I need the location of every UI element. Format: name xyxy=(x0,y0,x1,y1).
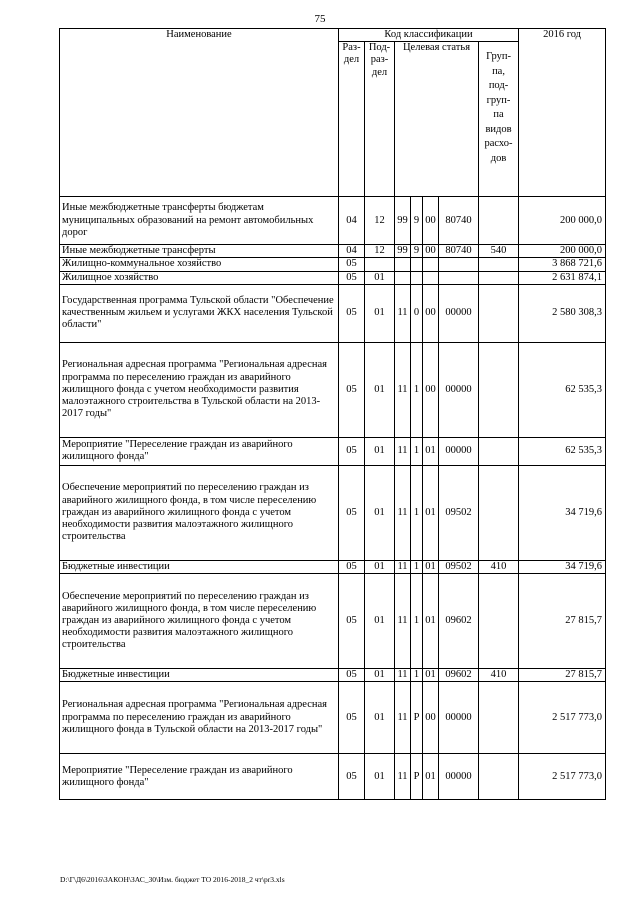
cell-razdel: 05 xyxy=(339,560,365,573)
cell-target-program: 11 xyxy=(395,682,411,754)
cell-target-subprogram: 1 xyxy=(411,574,423,669)
cell-target-direction: 00000 xyxy=(439,682,479,754)
cell-amount: 2 517 773,0 xyxy=(519,754,606,800)
cell-amount: 27 815,7 xyxy=(519,669,606,682)
cell-podrazdel: 01 xyxy=(365,342,395,437)
cell-name: Жилищное хозяйство xyxy=(60,271,339,284)
cell-podrazdel: 01 xyxy=(365,574,395,669)
cell-target-program: 11 xyxy=(395,669,411,682)
cell-amount: 200 000,0 xyxy=(519,245,606,258)
cell-podrazdel: 12 xyxy=(365,197,395,245)
table-header xyxy=(60,29,606,197)
table-row xyxy=(60,284,606,342)
cell-razdel: 05 xyxy=(339,437,365,465)
cell-amount: 62 535,3 xyxy=(519,342,606,437)
cell-target-program: 99 xyxy=(395,245,411,258)
cell-target-event: 01 xyxy=(423,560,439,573)
cell-name: Региональная адресная программа "Региональная адресная программа по переселению граждан из аварийного жилищного фонда с учетом необходимости развития малоэтажного строительства в Тульской области на 2013-2017 годы" xyxy=(60,342,339,437)
cell-target-event: 01 xyxy=(423,574,439,669)
cell-target-event: 00 xyxy=(423,284,439,342)
cell-target-program: 11 xyxy=(395,342,411,437)
cell-target-program: 11 xyxy=(395,560,411,573)
cell-razdel: 05 xyxy=(339,574,365,669)
cell-razdel: 04 xyxy=(339,197,365,245)
cell-target-direction xyxy=(439,271,479,284)
cell-razdel: 05 xyxy=(339,258,365,271)
table-row xyxy=(60,197,606,245)
cell-target-direction: 00000 xyxy=(439,754,479,800)
cell-name: Жилищно-коммунальное хозяйство xyxy=(60,258,339,271)
cell-target-subprogram: P xyxy=(411,682,423,754)
cell-amount: 27 815,7 xyxy=(519,574,606,669)
cell-expense-group xyxy=(479,437,519,465)
cell-target-subprogram xyxy=(411,271,423,284)
cell-target-program: 99 xyxy=(395,197,411,245)
cell-target-event: 00 xyxy=(423,197,439,245)
header-code-group: Код классификации xyxy=(339,29,519,42)
cell-expense-group xyxy=(479,197,519,245)
table-row xyxy=(60,574,606,669)
cell-target-direction: 00000 xyxy=(439,342,479,437)
cell-podrazdel: 01 xyxy=(365,754,395,800)
cell-expense-group xyxy=(479,342,519,437)
cell-target-direction: 80740 xyxy=(439,245,479,258)
cell-razdel: 05 xyxy=(339,271,365,284)
cell-name: Региональная адресная программа "Региональная адресная программа по переселению граждан из аварийного жилищного фонда в Тульской области на 2013-2017 годы" xyxy=(60,682,339,754)
cell-name: Обеспечение мероприятий по переселению граждан из аварийного жилищного фонда, в том числе переселению граждан из аварийного жилищного фонда с учетом необходимости развития малоэтажного жилищного строительства xyxy=(60,574,339,669)
cell-target-event: 01 xyxy=(423,754,439,800)
cell-expense-group xyxy=(479,754,519,800)
cell-podrazdel: 01 xyxy=(365,465,395,560)
table-row xyxy=(60,754,606,800)
cell-expense-group: 410 xyxy=(479,560,519,573)
cell-target-event: 00 xyxy=(423,245,439,258)
table-row xyxy=(60,682,606,754)
cell-expense-group: 540 xyxy=(479,245,519,258)
table-row xyxy=(60,560,606,573)
cell-podrazdel: 01 xyxy=(365,669,395,682)
cell-podrazdel xyxy=(365,258,395,271)
cell-target-subprogram: 1 xyxy=(411,669,423,682)
cell-target-subprogram: 9 xyxy=(411,197,423,245)
cell-target-subprogram: 1 xyxy=(411,560,423,573)
cell-expense-group xyxy=(479,465,519,560)
cell-target-event: 01 xyxy=(423,437,439,465)
cell-target-direction: 00000 xyxy=(439,284,479,342)
cell-name: Иные межбюджетные трансферты xyxy=(60,245,339,258)
cell-razdel: 05 xyxy=(339,754,365,800)
cell-amount: 2 517 773,0 xyxy=(519,682,606,754)
cell-target-direction: 09602 xyxy=(439,574,479,669)
cell-target-direction: 09502 xyxy=(439,560,479,573)
cell-target-direction: 00000 xyxy=(439,437,479,465)
cell-target-event: 00 xyxy=(423,342,439,437)
cell-amount: 34 719,6 xyxy=(519,560,606,573)
cell-podrazdel: 12 xyxy=(365,245,395,258)
cell-amount: 200 000,0 xyxy=(519,197,606,245)
cell-expense-group: 410 xyxy=(479,669,519,682)
cell-target-event: 01 xyxy=(423,465,439,560)
table-body xyxy=(60,197,606,800)
cell-podrazdel: 01 xyxy=(365,437,395,465)
header-name: Наименование xyxy=(60,29,339,197)
footer-file-path: D:\Г\Д6\2016\ЗАКОН\ЗАС_30\Изм. бюджет ТО 2016-2018_2 чт\pr3.xls xyxy=(60,875,285,884)
cell-target-subprogram: 0 xyxy=(411,284,423,342)
table-row xyxy=(60,342,606,437)
cell-target-subprogram: 1 xyxy=(411,465,423,560)
cell-expense-group xyxy=(479,271,519,284)
cell-name: Бюджетные инвестиции xyxy=(60,669,339,682)
cell-razdel: 05 xyxy=(339,284,365,342)
cell-name: Бюджетные инвестиции xyxy=(60,560,339,573)
cell-target-direction: 09502 xyxy=(439,465,479,560)
budget-table xyxy=(59,28,606,800)
cell-amount: 2 580 308,3 xyxy=(519,284,606,342)
cell-name: Государственная программа Тульской области "Обеспечение качественным жильем и услугами ЖКХ населения Тульской области" xyxy=(60,284,339,342)
page-number: 75 xyxy=(314,13,326,25)
cell-target-event xyxy=(423,271,439,284)
cell-razdel: 05 xyxy=(339,465,365,560)
cell-amount: 3 868 721,6 xyxy=(519,258,606,271)
cell-target-program xyxy=(395,258,411,271)
table-row xyxy=(60,465,606,560)
cell-name: Иные межбюджетные трансферты бюджетам муниципальных образований на ремонт автомобильных дорог xyxy=(60,197,339,245)
cell-target-event: 01 xyxy=(423,669,439,682)
cell-podrazdel: 01 xyxy=(365,682,395,754)
header-section: Раз- дел xyxy=(339,42,365,197)
cell-target-program: 11 xyxy=(395,574,411,669)
cell-amount: 34 719,6 xyxy=(519,465,606,560)
cell-expense-group xyxy=(479,284,519,342)
cell-podrazdel: 01 xyxy=(365,284,395,342)
table-row xyxy=(60,669,606,682)
cell-razdel: 05 xyxy=(339,682,365,754)
cell-target-subprogram: 9 xyxy=(411,245,423,258)
cell-target-direction: 80740 xyxy=(439,197,479,245)
header-target-article: Целевая статья xyxy=(395,42,479,197)
cell-razdel: 05 xyxy=(339,669,365,682)
cell-expense-group xyxy=(479,682,519,754)
cell-target-event: 00 xyxy=(423,682,439,754)
table-row xyxy=(60,437,606,465)
cell-razdel: 05 xyxy=(339,342,365,437)
cell-target-direction xyxy=(439,258,479,271)
cell-target-subprogram xyxy=(411,258,423,271)
cell-razdel: 04 xyxy=(339,245,365,258)
table-row xyxy=(60,245,606,258)
cell-expense-group xyxy=(479,258,519,271)
cell-target-program: 11 xyxy=(395,437,411,465)
cell-name: Обеспечение мероприятий по переселению граждан из аварийного жилищного фонда, в том числе переселению граждан из аварийного жилищного фонда с учетом необходимости развития малоэтажного жилищного строительства xyxy=(60,465,339,560)
header-year: 2016 год xyxy=(519,29,606,197)
cell-podrazdel: 01 xyxy=(365,560,395,573)
cell-amount: 2 631 874,1 xyxy=(519,271,606,284)
cell-amount: 62 535,3 xyxy=(519,437,606,465)
cell-target-subprogram: 1 xyxy=(411,342,423,437)
table-row xyxy=(60,258,606,271)
cell-target-program: 11 xyxy=(395,465,411,560)
cell-name: Мероприятие "Переселение граждан из аварийного жилищного фонда" xyxy=(60,437,339,465)
header-expense-group: Груп- па, под- груп- па видов расхо- дов xyxy=(479,42,519,197)
cell-podrazdel: 01 xyxy=(365,271,395,284)
cell-target-subprogram: P xyxy=(411,754,423,800)
cell-name: Мероприятие "Переселение граждан из аварийного жилищного фонда" xyxy=(60,754,339,800)
header-subsection: Под- раз- дел xyxy=(365,42,395,197)
cell-target-event xyxy=(423,258,439,271)
cell-target-subprogram: 1 xyxy=(411,437,423,465)
cell-target-program xyxy=(395,271,411,284)
cell-target-program: 11 xyxy=(395,284,411,342)
table-row xyxy=(60,271,606,284)
cell-expense-group xyxy=(479,574,519,669)
cell-target-direction: 09602 xyxy=(439,669,479,682)
cell-target-program: 11 xyxy=(395,754,411,800)
